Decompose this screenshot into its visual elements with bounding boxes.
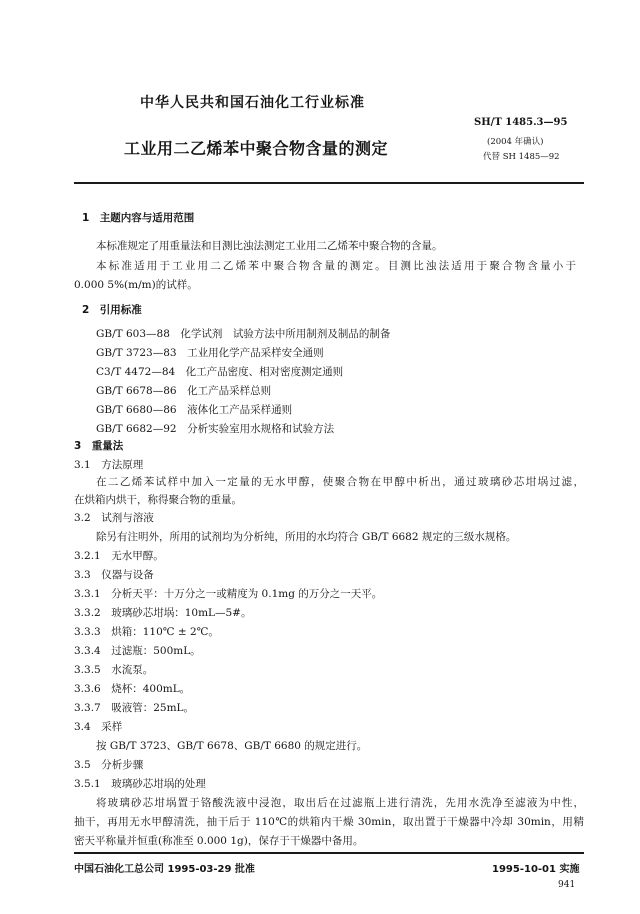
apparatus-item: 3.3.1 分析天平：十万分之一或精度为 0.1mg 的万分之一天平。 (74, 588, 383, 600)
reference-item: GB/T 6678—86 化工产品采样总则 (96, 385, 272, 397)
reference-item: C3/T 4472—84 化工产品密度、相对密度测定通则 (96, 366, 344, 378)
paragraph-sampling: 按 GB/T 3723、GB/T 6678、GB/T 6680 的规定进行。 (96, 740, 368, 752)
paragraph-scope-1: 本标准规定了用重量法和目测比浊法测定工业用二乙烯苯中聚合物的含量。 (96, 240, 443, 252)
paragraph-scope-2-continued: 0.000 5%(m/m)的试样。 (74, 279, 198, 291)
section-2-heading: 2 引用标准 (82, 304, 142, 316)
apparatus-item: 3.3.5 水流泵。 (74, 664, 154, 676)
reference-item: GB/T 6682—92 分析实验室用水规格和试验方法 (96, 423, 335, 435)
paragraph-crucible-2: 抽干，再用无水甲醇清洗，抽干后于 110℃的烘箱内干燥 30min，取出置于干燥器中冷却 30min，用精 (74, 816, 584, 828)
reference-item: GB/T 3723—83 工业用化学产品采样安全通则 (96, 347, 324, 359)
page-number: 941 (558, 880, 576, 890)
apparatus-item: 3.3.2 玻璃砂芯坩埚：10mL—5#。 (74, 607, 252, 619)
issuing-body: 中华人民共和国石油化工行业标准 (140, 95, 365, 111)
effective-date: 1995-10-01 实施 (492, 864, 580, 875)
paragraph-principle: 在二乙烯苯试样中加入一定量的无水甲醇，使聚合物在甲醇中析出，通过玻璃砂芯坩埚过滤， (96, 476, 584, 488)
paragraph-crucible-3: 密天平称量并恒重(称准至 0.000 1g)，保存于干燥器中备用。 (74, 835, 364, 847)
reference-item: GB/T 603—88 化学试剂 试验方法中所用制剂及制品的制备 (96, 328, 391, 340)
replacement-note: 代替 SH 1485—92 (483, 152, 560, 162)
confirmation-note: (2004 年确认) (487, 137, 544, 147)
item-3-2-1: 3.2.1 无水甲醇。 (74, 550, 164, 562)
subsection-3-4-heading: 3.4 采样 (74, 721, 123, 733)
subsection-3-3-heading: 3.3 仪器与设备 (74, 569, 154, 581)
approval-line: 中国石油化工总公司 1995-03-29 批准 (74, 864, 255, 875)
paragraph-reagents: 除另有注明外，所用的试剂均为分析纯，所用的水均符合 GB/T 6682 规定的三级水规格。 (96, 531, 517, 543)
paragraph-scope-2: 本标准适用于工业用二乙烯苯中聚合物含量的测定。目测比浊法适用于聚合物含量小于 (96, 260, 576, 272)
section-1-heading: 1 主题内容与适用范围 (82, 212, 195, 224)
standard-code: SH/T 1485.3—95 (474, 117, 568, 128)
item-3-5-1-heading: 3.5.1 玻璃砂芯坩埚的处理 (74, 778, 206, 790)
apparatus-item: 3.3.3 烘箱：110℃ ± 2℃。 (74, 626, 219, 638)
reference-item: GB/T 6680—86 液体化工产品采样通则 (96, 404, 293, 416)
subsection-3-5-heading: 3.5 分析步骤 (74, 759, 144, 771)
subsection-3-2-heading: 3.2 试剂与溶液 (74, 512, 154, 524)
paragraph-principle-continued: 在烘箱内烘干，称得聚合物的重量。 (74, 494, 242, 506)
apparatus-item: 3.3.7 吸液管：25mL。 (74, 702, 195, 714)
paragraph-crucible-1: 将玻璃砂芯坩埚置于铬酸洗液中浸泡，取出后在过滤瓶上进行清洗，先用水洗净至滤液为中性， (96, 797, 584, 809)
apparatus-item: 3.3.4 过滤瓶：500mL。 (74, 645, 201, 657)
header-divider (74, 182, 584, 184)
subsection-3-1-heading: 3.1 方法原理 (74, 459, 144, 471)
document-title: 工业用二乙烯苯中聚合物含量的测定 (124, 139, 389, 158)
footer-divider (74, 852, 584, 854)
section-3-heading: 3 重量法 (74, 440, 124, 452)
apparatus-item: 3.3.6 烧杯：400mL。 (74, 683, 191, 695)
